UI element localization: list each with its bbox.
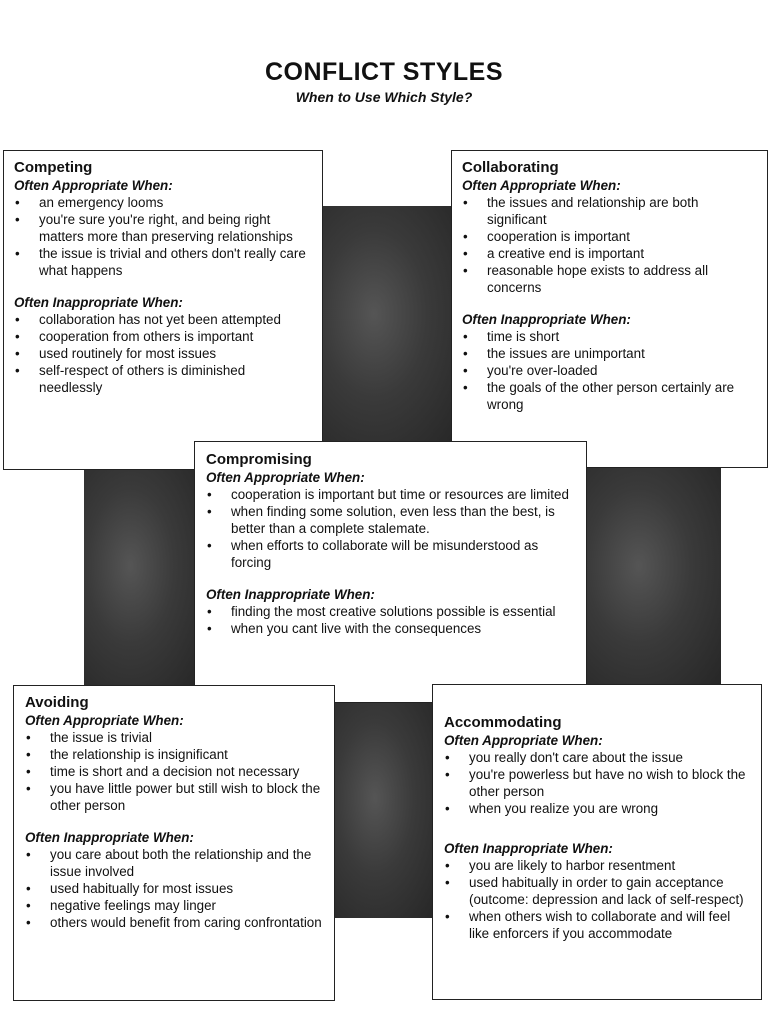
list-item: • the goals of the other person certainly are wrong bbox=[462, 379, 757, 413]
list-item: • used habitually in order to gain acceptance (outcome: depression and lack of self-respect) bbox=[444, 874, 751, 908]
avoiding-heading: Avoiding bbox=[25, 694, 89, 711]
avoiding-inappropriate-list bbox=[25, 846, 324, 931]
list-item: • others would benefit from caring confrontation bbox=[25, 914, 324, 931]
competing-inappropriate-list bbox=[14, 311, 312, 396]
list-item: • cooperation is important but time or resources are limited bbox=[206, 486, 576, 503]
collaborating-inappropriate-label: Often Inappropriate When: bbox=[462, 312, 631, 327]
avoiding-appropriate-list bbox=[25, 729, 324, 814]
compromising-inappropriate-list bbox=[206, 603, 576, 637]
list-item: • you're over-loaded bbox=[462, 362, 757, 379]
compromising-box bbox=[194, 441, 587, 703]
page-title: CONFLICT STYLES bbox=[264, 58, 504, 86]
list-item: • an emergency looms bbox=[14, 194, 312, 211]
accommodating-heading: Accommodating bbox=[444, 714, 562, 731]
accommodating-appropriate-label: Often Appropriate When: bbox=[444, 733, 603, 748]
competing-heading: Competing bbox=[14, 159, 93, 176]
competing-appropriate-label: Often Appropriate When: bbox=[14, 178, 173, 193]
collaborating-appropriate-list bbox=[462, 194, 757, 296]
collaborating-box bbox=[451, 150, 768, 468]
list-item: • the relationship is insignificant bbox=[25, 746, 324, 763]
dark-panel-left bbox=[84, 466, 200, 688]
list-item: • the issue is trivial bbox=[25, 729, 324, 746]
compromising-heading: Compromising bbox=[206, 451, 312, 468]
list-item: • when you cant live with the consequences bbox=[206, 620, 576, 637]
list-item: • time is short and a decision not necessary bbox=[25, 763, 324, 780]
compromising-inappropriate-label: Often Inappropriate When: bbox=[206, 587, 375, 602]
avoiding-inappropriate-label: Often Inappropriate When: bbox=[25, 830, 194, 845]
competing-inappropriate-label: Often Inappropriate When: bbox=[14, 295, 183, 310]
list-item: • you're powerless but have no wish to block the other person bbox=[444, 766, 751, 800]
dark-panel-bottom bbox=[334, 700, 436, 918]
list-item: • you're sure you're right, and being right matters more than preserving relationships bbox=[14, 211, 312, 245]
list-item: • used routinely for most issues bbox=[14, 345, 312, 362]
list-item: • a creative end is important bbox=[462, 245, 757, 262]
list-item: • finding the most creative solutions possible is essential bbox=[206, 603, 576, 620]
competing-box bbox=[3, 150, 323, 470]
list-item: • when you realize you are wrong bbox=[444, 800, 751, 817]
list-item: • when efforts to collaborate will be misunderstood as forcing bbox=[206, 537, 576, 571]
list-item: • cooperation from others is important bbox=[14, 328, 312, 345]
list-item: • you care about both the relationship and the issue involved bbox=[25, 846, 324, 880]
accommodating-inappropriate-list bbox=[444, 857, 751, 942]
compromising-appropriate-list bbox=[206, 486, 576, 571]
collaborating-heading: Collaborating bbox=[462, 159, 559, 176]
competing-appropriate-list bbox=[14, 194, 312, 279]
list-item: • you are likely to harbor resentment bbox=[444, 857, 751, 874]
list-item: • the issues are unimportant bbox=[462, 345, 757, 362]
page-subtitle: When to Use Which Style? bbox=[295, 89, 473, 105]
avoiding-appropriate-label: Often Appropriate When: bbox=[25, 713, 184, 728]
accommodating-appropriate-list bbox=[444, 749, 751, 817]
collaborating-inappropriate-list bbox=[462, 328, 757, 413]
list-item: • reasonable hope exists to address all concerns bbox=[462, 262, 757, 296]
list-item: • you really don't care about the issue bbox=[444, 749, 751, 766]
collaborating-appropriate-label: Often Appropriate When: bbox=[462, 178, 621, 193]
list-item: • collaboration has not yet been attempted bbox=[14, 311, 312, 328]
list-item: • negative feelings may linger bbox=[25, 897, 324, 914]
list-item: • time is short bbox=[462, 328, 757, 345]
compromising-appropriate-label: Often Appropriate When: bbox=[206, 470, 365, 485]
dark-panel-top bbox=[318, 206, 458, 446]
list-item: • the issue is trivial and others don't really care what happens bbox=[14, 245, 312, 279]
list-item: • when finding some solution, even less than the best, is better than a complete stalemate. bbox=[206, 503, 576, 537]
accommodating-box bbox=[432, 684, 762, 1000]
list-item: • when others wish to collaborate and will feel like enforcers if you accommodate bbox=[444, 908, 751, 942]
accommodating-inappropriate-label: Often Inappropriate When: bbox=[444, 841, 613, 856]
avoiding-box bbox=[13, 685, 335, 1001]
dark-panel-right bbox=[584, 466, 721, 688]
list-item: • self-respect of others is diminished needlessly bbox=[14, 362, 312, 396]
list-item: • used habitually for most issues bbox=[25, 880, 324, 897]
list-item: • you have little power but still wish to block the other person bbox=[25, 780, 324, 814]
list-item: • the issues and relationship are both significant bbox=[462, 194, 757, 228]
list-item: • cooperation is important bbox=[462, 228, 757, 245]
